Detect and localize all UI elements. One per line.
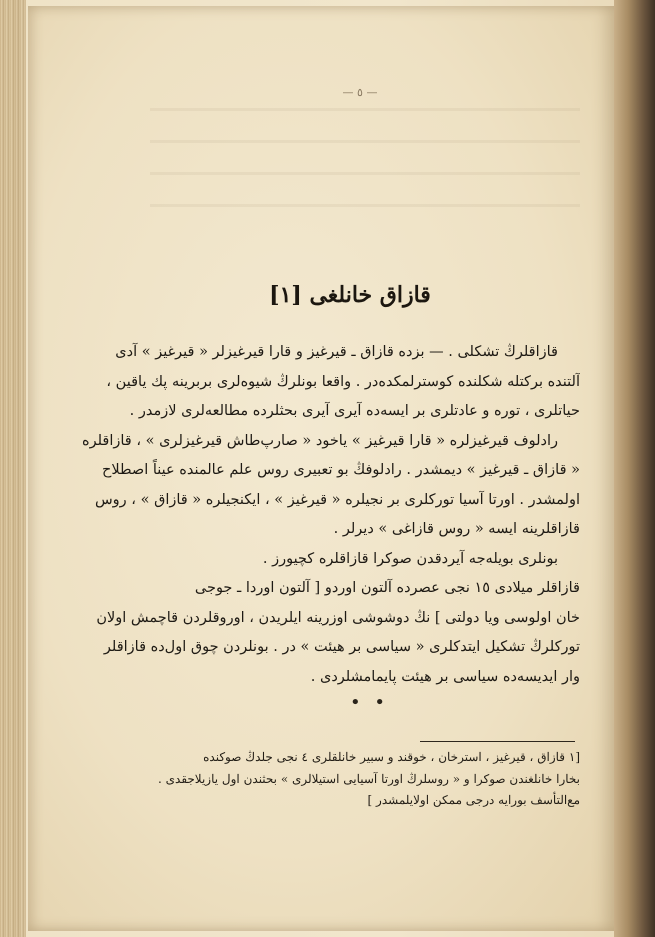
text-line: وار ايديسه‌ده سياسى بر هيئت پايمامشلردى . [310, 668, 580, 685]
footnote [80, 747, 580, 812]
text-line: قازاقلرينه ايسه « روس قازاغى » ديرلر . [333, 521, 580, 537]
text-line: « قازاق ـ قيرغيز » ديمشدر . رادلوفڭ بو تعبيرى روس علم عالمنده عيناً اصطلاح [102, 462, 580, 478]
bleed-through-text [150, 108, 580, 228]
text-line: قازاقلرڭ تشكلى . — بزده قازاق ـ قيرغيز و قارا قيرغيزلر « قيرغيز » آدى [115, 344, 558, 360]
body-text [80, 338, 580, 692]
footnote-line: مع‌التأسف بورايه درجى ممكن اولايلمشدر ] [367, 793, 580, 807]
text-line: قازاقلر ميلادى ١٥ نجى عصرده آلتون اوردو [ آلتون اوردا ـ جوجى [194, 580, 580, 596]
page-edges [0, 0, 26, 937]
page-number: — ٥ — [342, 86, 378, 99]
text-line: توركلرڭ تشكيل ايتدكلرى « سياسى بر هيئت » در . بونلردن چوق اول‌ده قازاقلر [103, 639, 580, 655]
footnote-line: بخارا خانلغندن صوكرا و « روسلرڭ اورتا آسيايى استيلالرى » بحثندن اول يازيلاجقدى . [158, 771, 580, 786]
footnote-line: [١ قازاق ، قيرغيز ، استرخان ، خوقند و سبير خانلقلرى ٤ نجى جلدڭ صوكنده [203, 750, 580, 764]
text-line: بونلرى بويله‌جه آيردقدن صوكرا قازاقلره كچيورز . [262, 550, 558, 567]
book-spine [614, 0, 655, 937]
text-line: اولمشدر . اورتا آسيا توركلرى بر نجيلره « قيرغيز » ، ايكنجيلره « قازاق » ، روس [94, 491, 580, 508]
footnote-rule [420, 741, 575, 742]
text-line: حياتلرى ، توره و عادتلرى بر ايسه‌ده آيرى آيرى بحثلرده مطالعه‌لرى لازمدر . [129, 403, 580, 419]
text-line: آلتنده بركتله شكلنده كوسترلمكده‌در . واقعا بونلرڭ شيوه‌لرى بربرينه پك ياقين ، [106, 373, 580, 390]
section-ornament: • • [350, 692, 389, 713]
chapter-title: قازاق خانلغى [١] [269, 282, 431, 308]
text-line: رادلوف قيرغيزلره « قارا قيرغيز » ياخود « صارپ‌طاش قيرغيزلرى » ، قازاقلره [82, 432, 558, 449]
text-line: خان اولوسى ويا دولتى ] نڭ دوشوشى اوزرينه ايلريدن ، اوروقلردن قاچمش اولان [96, 609, 580, 626]
